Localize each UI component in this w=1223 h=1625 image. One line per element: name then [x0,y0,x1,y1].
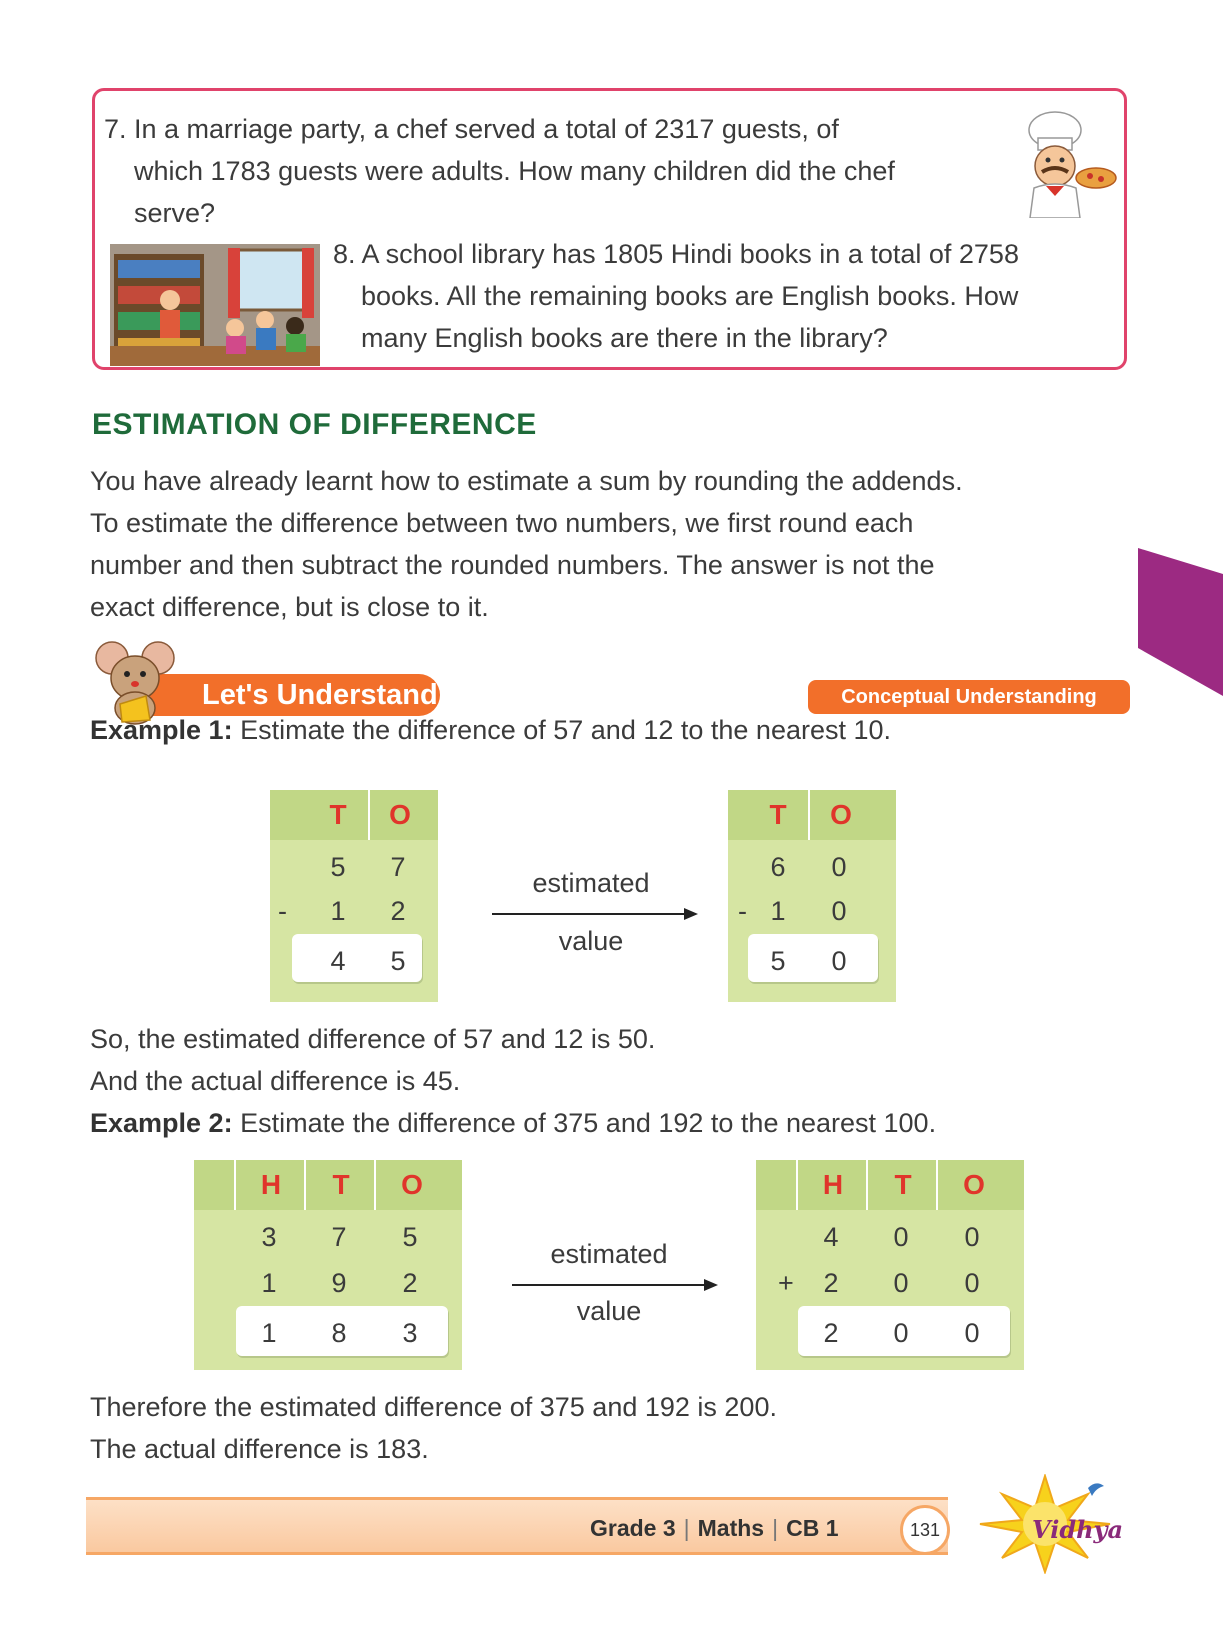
example-1-arrow-bottom: value [558,926,624,956]
question-8-number: 8. [333,239,356,269]
digit: 0 [893,1268,909,1298]
footer-subject: Maths [697,1515,765,1541]
digit: 9 [331,1268,347,1298]
result-digit: 4 [330,946,346,976]
example-1-right-table [728,790,896,1002]
example-1-text: Estimate the difference of 57 and 12 to the nearest 10. [232,715,892,745]
digit: 0 [893,1222,909,1252]
example-2-arrow-bottom: value [576,1296,642,1326]
header-ones: O [808,790,872,840]
question-7-number: 7. [104,114,127,144]
plus-sign: + [778,1268,794,1298]
lets-understand-badge [90,636,450,726]
footer-grade: Grade 3 [590,1515,676,1541]
example-1-label: Example 1: [90,715,233,745]
mouse-mascot-icon [90,636,180,726]
question-7 [104,108,1004,234]
vidhya-logo [960,1474,1130,1574]
para-line-4: exact difference, but is close to it. [90,592,489,622]
footer-separator: | [772,1515,779,1541]
header-hundreds: H [796,1160,868,1210]
example-1-left-table [270,790,438,1002]
para-line-1: You have already learnt how to estimate a sum by rounding the addends. [90,466,963,496]
question-7-line2: which 1783 guests were adults. How many children did the chef [134,156,895,186]
result-digit: 8 [331,1318,347,1348]
digit: 3 [261,1222,277,1252]
example-1-conclusion-1: So, the estimated difference of 57 and 12 is 50. [90,1024,656,1054]
question-8-line1: A school library has 1805 Hindi books in a total of 2758 [361,239,1019,269]
example-1-prompt [90,715,891,746]
digit: 0 [831,896,847,926]
result-digit: 0 [964,1318,980,1348]
digit: 0 [831,852,847,882]
conceptual-understanding-badge: Conceptual Understanding [808,680,1130,714]
question-8-line2: books. All the remaining books are English books. How [361,281,1019,311]
example-1-arrow-top: estimated [532,868,650,898]
section-paragraph [90,460,1130,628]
header-ones: O [374,1160,448,1210]
header-tens: T [304,1160,376,1210]
chef-illustration [1020,108,1120,218]
question-8 [333,233,1123,359]
digit: 7 [331,1222,347,1252]
header-tens: T [866,1160,938,1210]
result-digit: 1 [261,1318,277,1348]
digit: 6 [770,852,786,882]
minus-sign: - [738,896,747,926]
footer-book: CB 1 [786,1515,839,1541]
example-1-conclusion-2: And the actual difference is 45. [90,1066,461,1096]
result-digit: 5 [390,946,406,976]
example-2-arrow-top: estimated [550,1239,668,1269]
example-2-prompt [90,1108,936,1139]
para-line-3: number and then subtract the rounded numbers. The answer is not the [90,550,935,580]
question-8-line3: many English books are there in the library? [361,323,888,353]
digit: 4 [823,1222,839,1252]
digit: 5 [330,852,346,882]
digit: 1 [770,896,786,926]
digit: 2 [823,1268,839,1298]
page-number: 131 [900,1505,950,1555]
result-digit: 2 [823,1318,839,1348]
digit: 1 [330,896,346,926]
question-7-line3: serve? [134,198,216,228]
example-2-conclusion-1: Therefore the estimated difference of 375 and 192 is 200. [90,1392,777,1422]
header-tens: T [329,799,347,830]
header-hundreds: H [234,1160,306,1210]
digit: 1 [261,1268,277,1298]
example-2-right-table [756,1160,1024,1370]
para-line-2: To estimate the difference between two numbers, we first round each [90,508,914,538]
digit: 2 [390,896,406,926]
digit: 0 [964,1268,980,1298]
header-tens: T [769,799,787,830]
footer-separator: | [683,1515,690,1541]
example-2-text: Estimate the difference of 375 and 192 to the nearest 100. [232,1108,937,1138]
result-digit: 0 [893,1318,909,1348]
footer-label [590,1515,838,1542]
digit: 2 [402,1268,418,1298]
result-digit: 0 [831,946,847,976]
header-ones: O [936,1160,1010,1210]
lets-understand-label: Let's Understand [150,674,440,716]
library-illustration [110,244,320,366]
example-2-left-table [194,1160,462,1370]
digit: 5 [402,1222,418,1252]
digit: 0 [964,1222,980,1252]
side-tab-marker [1138,548,1223,696]
header-ones: O [368,790,430,840]
digit: 7 [390,852,406,882]
question-7-line1: In a marriage party, a chef served a total of 2317 guests, of [134,114,839,144]
result-digit: 5 [770,946,786,976]
example-2-conclusion-2: The actual difference is 183. [90,1434,429,1464]
right-arrow-icon [492,906,698,922]
section-heading: ESTIMATION OF DIFFERENCE [92,408,537,441]
result-digit: 3 [402,1318,418,1348]
minus-sign: - [278,896,287,926]
example-2-label: Example 2: [90,1108,233,1138]
right-arrow-icon [512,1277,718,1293]
svg-text:Vidhya: Vidhya [1032,1515,1124,1544]
